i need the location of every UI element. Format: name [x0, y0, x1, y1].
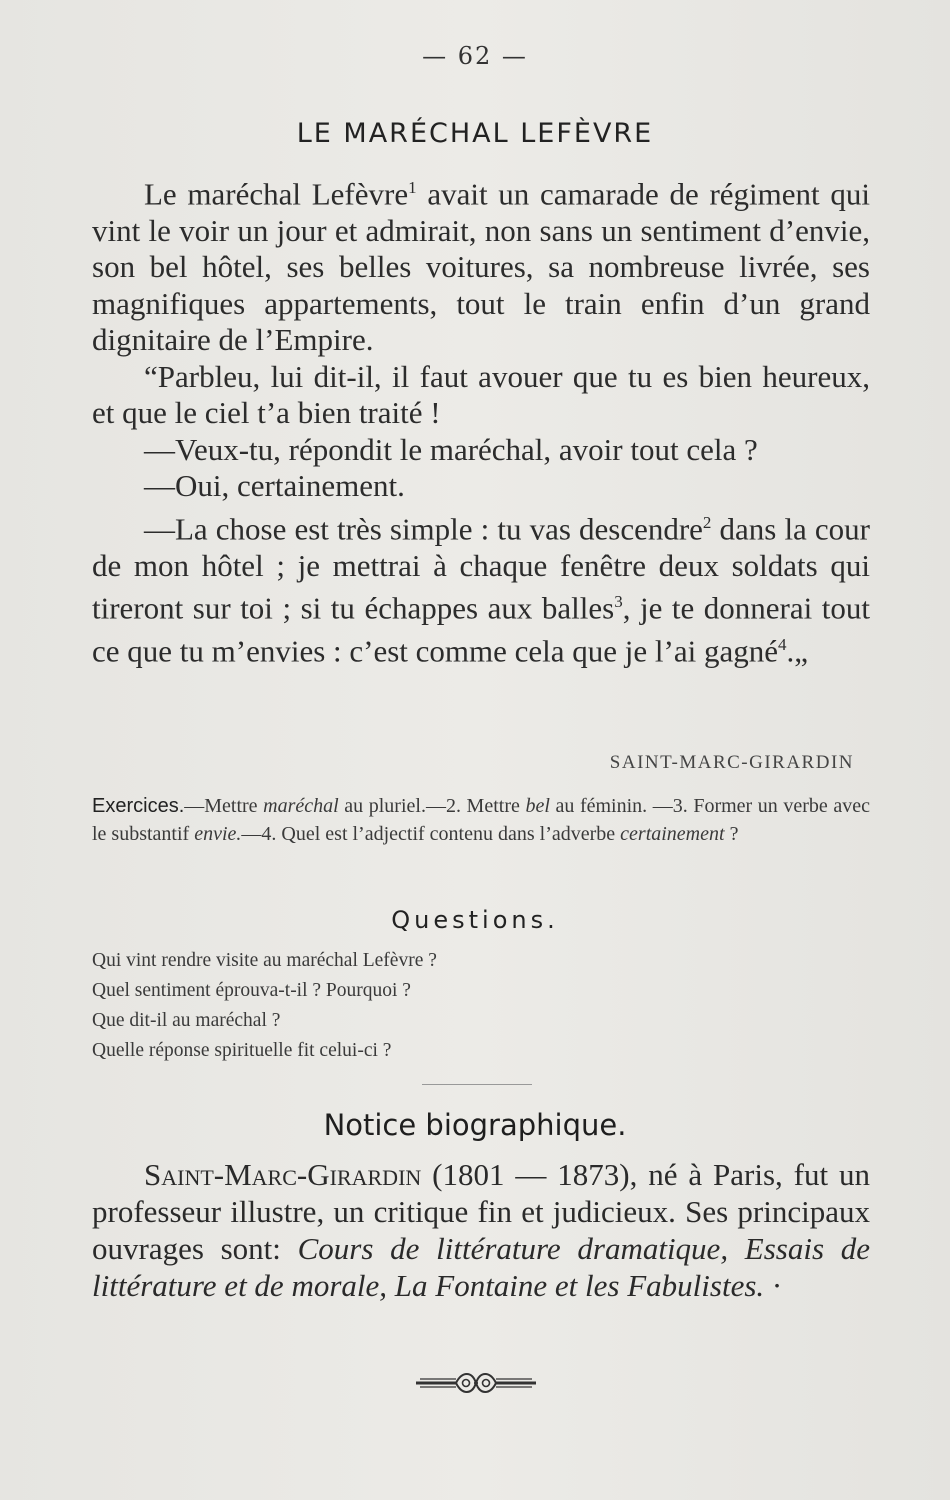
- text-run: , je te donnerai tout ce que tu m’envies : c’est comme cela que je l’ai gagné: [92, 590, 870, 669]
- questions-heading: Questions.: [391, 906, 559, 934]
- text-run: au féminin. —3. Former un verbe avec le substantif: [92, 795, 870, 845]
- text-run: .„: [786, 633, 809, 669]
- biography-paragraph: [92, 1156, 870, 1304]
- question-item: Que dit-il au maréchal ?: [92, 1010, 281, 1031]
- text-run: dans la cour de mon hôtel ; je mettrai à chaque fenêtre deux soldats qui tireront sur toi ; si tu échappes aux balles: [92, 511, 871, 626]
- story-paragraph: —Oui, certainement.: [144, 468, 405, 504]
- footnote-mark: 4: [778, 634, 787, 654]
- chapter-title: LE MARÉCHAL LEFÈVRE: [296, 118, 654, 149]
- text-run: —Mettre: [184, 795, 264, 817]
- story-paragraph: —Veux-tu, répondit le maréchal, avoir tout cela ?: [144, 431, 758, 467]
- questions-list: [92, 946, 437, 1066]
- footnote-mark: 3: [614, 592, 623, 612]
- story-paragraph: [92, 505, 870, 670]
- story-text: [92, 170, 870, 670]
- works-list: Cours de littérature dramatique, Essais de littérature et de morale, La Fontaine et les Fabulistes.: [92, 1231, 870, 1303]
- author-name: Saint-Marc-Girardin: [144, 1157, 422, 1192]
- section-divider: [422, 1084, 532, 1085]
- text-run: —La chose est très simple : tu vas descendre: [144, 511, 703, 547]
- notice-heading: Notice biographique.: [323, 1108, 627, 1142]
- italic-term: envie.: [194, 823, 242, 845]
- exercises-block: [92, 792, 870, 848]
- text-run: Le maréchal Lefèvre: [144, 176, 409, 212]
- story-paragraph: “Parbleu, lui dit-il, il faut avouer que tu es bien heureux, et que le ciel t’a bien traité !: [92, 358, 870, 431]
- footnote-mark: 1: [408, 178, 417, 197]
- footnote-mark: 2: [702, 512, 712, 532]
- italic-term: certainement: [620, 823, 725, 845]
- question-item: Qui vint rendre visite au maréchal Lefèvre ?: [92, 950, 437, 971]
- story-paragraph: [92, 170, 870, 359]
- text-run: (1801 — 1873), né à Paris, fut un professeur illustre, un critique fin et judicieux. Ses principaux ouvrages sont:: [92, 1157, 870, 1266]
- question-item: Quelle réponse spirituelle fit celui-ci ?: [92, 1040, 392, 1061]
- text-run: ·: [764, 1268, 783, 1303]
- italic-term: bel: [525, 795, 550, 817]
- author-signature: SAINT-MARC-GIRARDIN: [609, 752, 854, 773]
- text-run: ?: [724, 823, 739, 845]
- ornament-icon: [412, 1366, 540, 1400]
- text-run: avait un camarade de régiment qui vint le voir un jour et admirait, non sans un sentiment d’envie, son bel hôtel, ses belles voitures, sa nombreuse livrée, ses magnifiques appartements, tout le train enfin d’un grand dignitaire de l’Empire.: [92, 176, 870, 358]
- exercises-label: Exercices.: [92, 795, 185, 817]
- text-run: —4. Quel est l’adjectif contenu dans l’adverbe: [241, 823, 621, 845]
- question-item: Quel sentiment éprouva-t-il ? Pourquoi ?: [92, 980, 411, 1001]
- italic-term: maréchal: [263, 795, 339, 817]
- page-number: — 62 —: [422, 42, 528, 70]
- text-run: au pluriel.—2. Mettre: [338, 795, 526, 817]
